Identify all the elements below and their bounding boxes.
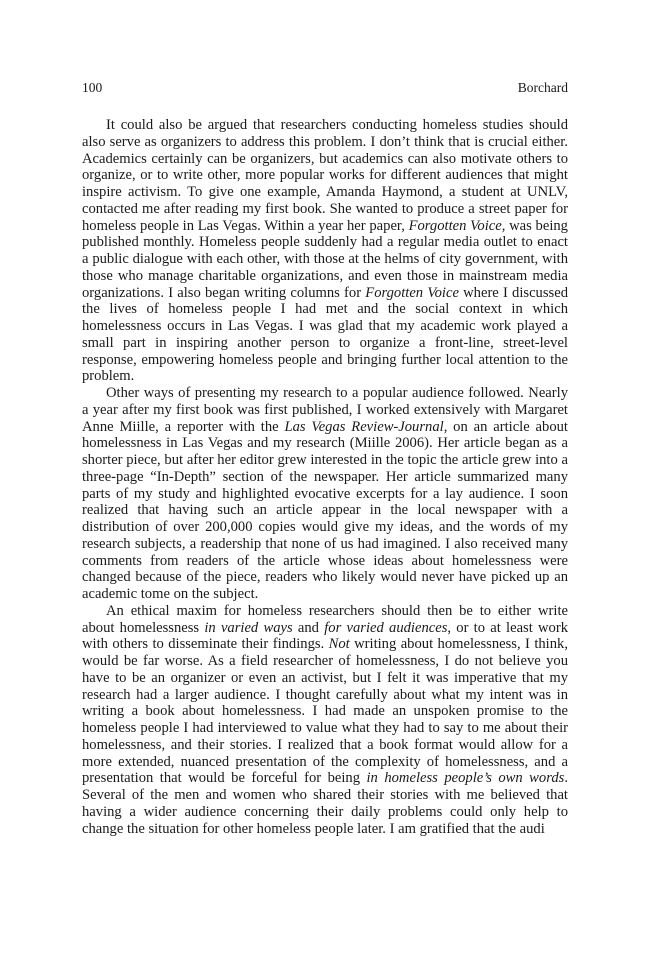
running-title: Borchard (517, 80, 568, 95)
running-head (82, 80, 568, 96)
text-run: and (292, 619, 325, 636)
text-run: , on an article about homelessness in Las Vegas and my research (Miille 2006). Her article began as a shorter piece, but after her editor grew interested in the topic the article grew into a three-page “In-Depth” section of the newspaper. Her article summarized many parts of my study and highlighted evocative excerpts for a lay audience. I soon realized that having such an article appear in the local newspaper with a distribution of over 200,000 copies would give my ideas, and the words of my research subjects, a readership that none of us had imagined. I also received many comments from readers of the article whose ideas about homelessness were changed because of the piece, readers who likely would never have picked up an academic tome on the subject. (82, 418, 568, 602)
text-run: , was being published monthly. Homeless people suddenly had a regular media outlet to enact a public dialogue with each other, with those at the helms of city government, with those who manage charitable organizations, and even those in mainstream media organizations. I also began writing columns for (82, 217, 568, 301)
text-run: Other ways of presenting my research to a popular audience followed. Nearly a year after my first book was first published, I worked extensively with Margaret Anne Miille, a reporter with the (82, 385, 568, 435)
paragraph (82, 385, 568, 603)
italic-text: in varied ways (204, 619, 293, 636)
italic-text: for varied audiences (324, 619, 448, 636)
text-run: An ethical maxim for homeless researchers should then be to either write about homelessness (82, 602, 568, 636)
italic-text: Not (328, 636, 350, 653)
text-run: , or to at least work with others to disseminate their findings. (82, 619, 569, 653)
paragraph (82, 603, 568, 838)
italic-text: in homeless people’s own words (366, 770, 565, 787)
text-run: where I discussed the lives of homeless people I had met and the social context in which homelessness occurs in Las Vegas. I was glad that my academic work played a small part in inspiring another person to organize a front-line, street-level response, empowering homeless people and bringing further local attention to the problem. (82, 284, 568, 385)
italic-text: Forgotten Voice (365, 284, 459, 301)
italic-text: Las Vegas Review-Journal (284, 418, 444, 435)
paragraph (82, 117, 568, 385)
italic-text: Forgotten Voice (408, 217, 502, 234)
text-run: It could also be argued that researchers conducting homeless studies should also serve as organizers to address this problem. I don’t think that is crucial either. Academics certainly can be organizers, but academics can also motivate others to organize, or to write other, more popular works for different audiences that might inspire activism. To give one example, Amanda Haymond, a student at UNLV, contacted me after reading my first book. She wanted to produce a street paper for homeless people in Las Vegas. Within a year her paper, (82, 117, 568, 234)
book-page (82, 80, 568, 837)
body-text (82, 117, 568, 837)
text-run: writing about homelessness, I think, would be far worse. As a field researcher of homelessness, I do not believe you have to be an organizer or even an activist, but I felt it was imperative that my research had a larger audience. I thought carefully about what my intent was in writing a book about homelessness. I had made an unspoken promise to the homeless people I had interviewed to value what they had to say to me about their homelessness, and their stories. I realized that a book format would allow for a more extended, nuanced presentation of the complexity of homelessness, and a presentation that would be forceful for being (82, 636, 568, 787)
text-run: . Several of the men and women who shared their stories with me believed that having a wider audience concerning their daily problems could only help to change the situation for other homeless people later. I am gratified that the audi (82, 770, 568, 837)
page-number: 100 (82, 80, 103, 95)
